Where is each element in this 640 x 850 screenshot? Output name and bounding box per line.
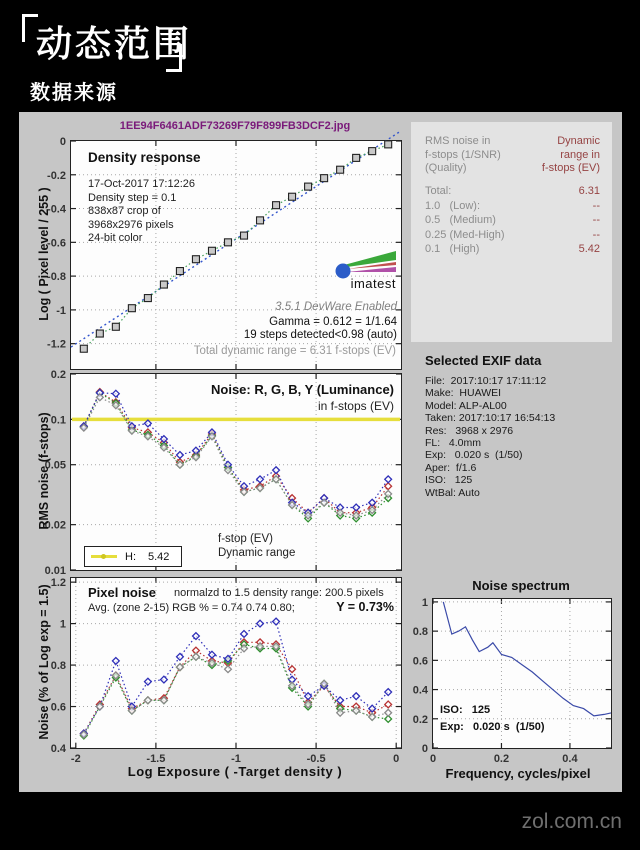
exif-line: Make: HUAWEI (425, 387, 502, 400)
dr-header-right (542, 135, 600, 176)
svg-text:0: 0 (429, 753, 437, 765)
svg-text:0.6: 0.6 (50, 701, 66, 714)
dr-header-right-line: f-stops (EV) (541, 162, 600, 174)
svg-text:-0.8: -0.8 (47, 271, 66, 284)
svg-text:0.1: 0.1 (50, 414, 66, 427)
svg-text:-0.5: -0.5 (306, 753, 326, 765)
svg-text:0.2: 0.2 (412, 713, 428, 726)
svg-text:0.02: 0.02 (44, 519, 66, 532)
pixel-plot-note: normalzd to 1.5 density range: 200.5 pixels (174, 587, 384, 599)
dr-header-right-line: Dynamic (557, 135, 600, 147)
dr-row-label: 0.1 (High) (425, 243, 480, 255)
svg-text:-1.2: -1.2 (47, 338, 66, 351)
dr-row-value: 6.31 (578, 185, 600, 197)
imatest-logo (332, 250, 396, 294)
svg-text:0.6: 0.6 (412, 655, 428, 668)
exif-line: FL: 4.0mm (425, 437, 482, 450)
dr-row-label: Total: (425, 185, 452, 197)
center-line: f-stop (EV) (218, 533, 273, 545)
steps-detected-line: 19 steps detected<0.98 (auto) (243, 329, 397, 341)
svg-text:-1: -1 (231, 753, 241, 765)
watermark: zol.com.cn (521, 810, 622, 833)
exif-line: Model: ALP-AL00 (425, 399, 507, 412)
svg-text:0.4: 0.4 (562, 753, 578, 765)
svg-text:-0.6: -0.6 (47, 237, 66, 250)
noise-plot-subtitle: in f-stops (EV) (317, 399, 394, 413)
svg-text:-1: -1 (56, 304, 66, 317)
pixel-x-axis-label: Log Exposure ( -Target density ) (127, 764, 343, 779)
dr-table-rows (425, 185, 600, 258)
legend-label: H: (125, 550, 136, 563)
svg-text:0: 0 (421, 743, 428, 755)
noise-plot-title: Noise: R, G, B, Y (Luminance) (211, 382, 394, 397)
exif-line: Aper: f/1.6 (425, 461, 477, 474)
svg-text:-2: -2 (70, 753, 81, 765)
density-plot-title: Density response (88, 150, 201, 165)
svg-text:0.4: 0.4 (50, 743, 66, 755)
dr-header-left-line: (Quality) (425, 162, 467, 174)
svg-text:0: 0 (393, 753, 400, 765)
page-subtitle: 数据来源 (30, 82, 118, 104)
svg-text:0.2: 0.2 (50, 369, 66, 381)
page-title: 动态范围 (36, 23, 193, 64)
svg-text:-0.4: -0.4 (47, 203, 66, 216)
noise-plot-legend (84, 546, 182, 567)
spectrum-plot-title: Noise spectrum (472, 578, 570, 593)
dr-row-value: -- (592, 228, 600, 241)
legend-yellow-line (91, 555, 117, 558)
imatest-version-line: 3.5.1 DevWare Enabled (275, 301, 397, 313)
exif-line: ISO: 125 (425, 474, 473, 487)
dr-row-value: -- (592, 214, 600, 226)
dr-row-value: -- (592, 199, 600, 212)
dr-header-left-line: f-stops (1/SNR) (425, 148, 501, 161)
exif-line: Res: 3968 x 2976 (425, 424, 514, 437)
exif-line: Exp: 0.020 s (1/50) (425, 449, 523, 462)
density-y-axis-label: Log ( Pixel level / 255 ) (37, 187, 51, 321)
exif-line: Taken: 2017:10:17 16:54:13 (425, 412, 556, 425)
info-line: 24-bit color (88, 232, 143, 244)
dr-row-value: 5.42 (578, 243, 600, 255)
dr-header-left (425, 135, 501, 176)
pixel-plot-avg-line: Avg. (zone 2-15) RGB % = 0.74 0.74 0.80; (88, 602, 295, 614)
dr-row-label: 0.5 (Medium) (425, 214, 496, 226)
svg-text:1: 1 (59, 618, 66, 631)
table-row (425, 243, 600, 258)
dr-header-left-line: RMS noise in (425, 135, 491, 147)
info-line: 838x87 crop of (88, 205, 161, 217)
spectrum-x-axis-label: Frequency, cycles/pixel (445, 766, 591, 781)
table-row (425, 229, 600, 244)
info-line: 3968x2976 pixels (88, 218, 174, 231)
pixel-plot-y-value: Y = 0.73% (336, 600, 394, 614)
legend-value: 5.42 (148, 550, 170, 563)
svg-text:0.8: 0.8 (412, 626, 428, 639)
svg-text:0.2: 0.2 (493, 753, 510, 765)
total-dynamic-range-line: Total dynamic range = 6.31 f-stops (EV) (193, 345, 396, 357)
pixel-y-axis-label: Noise (% of Log exp = 1.5) (37, 584, 51, 740)
info-line: 17-Oct-2017 17:12:26 (88, 178, 196, 190)
density-plot-info (88, 178, 195, 246)
center-line: Dynamic range (218, 546, 296, 559)
svg-text:-0.2: -0.2 (47, 169, 66, 182)
dr-row-label: 1.0 (Low): (425, 199, 481, 212)
gamma-result-line: Gamma = 0.612 = 1/1.64 (269, 316, 397, 328)
dr-row-label: 0.25 (Med-High) (425, 228, 505, 241)
exif-line: WtBal: Auto (425, 486, 480, 499)
dynamic-range-summary-box (411, 122, 612, 342)
svg-text:0.8: 0.8 (50, 660, 66, 673)
svg-text:-1.5: -1.5 (146, 753, 166, 765)
dr-header-right-line: range in (560, 148, 600, 161)
svg-text:0: 0 (59, 136, 66, 148)
table-row (425, 214, 600, 229)
exif-data-list (425, 375, 555, 499)
svg-text:1.2: 1.2 (50, 577, 66, 590)
table-row (425, 185, 600, 200)
noise-plot-center-label (218, 533, 295, 560)
spectrum-exp-line: Exp: 0.020 s (1/50) (440, 721, 545, 733)
info-line: Density step = 0.1 (88, 191, 177, 204)
noise-y-axis-label: RMS noise (f-stops) (37, 412, 51, 530)
svg-text:0.4: 0.4 (412, 684, 428, 697)
pixel-plot-title: Pixel noise (88, 585, 156, 600)
exif-panel-title: Selected EXIF data (425, 353, 542, 368)
svg-text:0.01: 0.01 (44, 565, 66, 577)
image-filename: 1EE94F6461ADF73269F79F899FB3DCF2.jpg (119, 120, 351, 132)
imatest-logo-text: imatest (350, 276, 396, 291)
svg-text:1: 1 (421, 596, 428, 609)
exif-line: File: 2017:10:17 17:11:12 (425, 375, 547, 387)
table-row (425, 200, 600, 215)
spectrum-iso-line: ISO: 125 (440, 704, 491, 716)
corner-bracket-close (166, 44, 182, 72)
svg-text:0.05: 0.05 (44, 459, 66, 472)
